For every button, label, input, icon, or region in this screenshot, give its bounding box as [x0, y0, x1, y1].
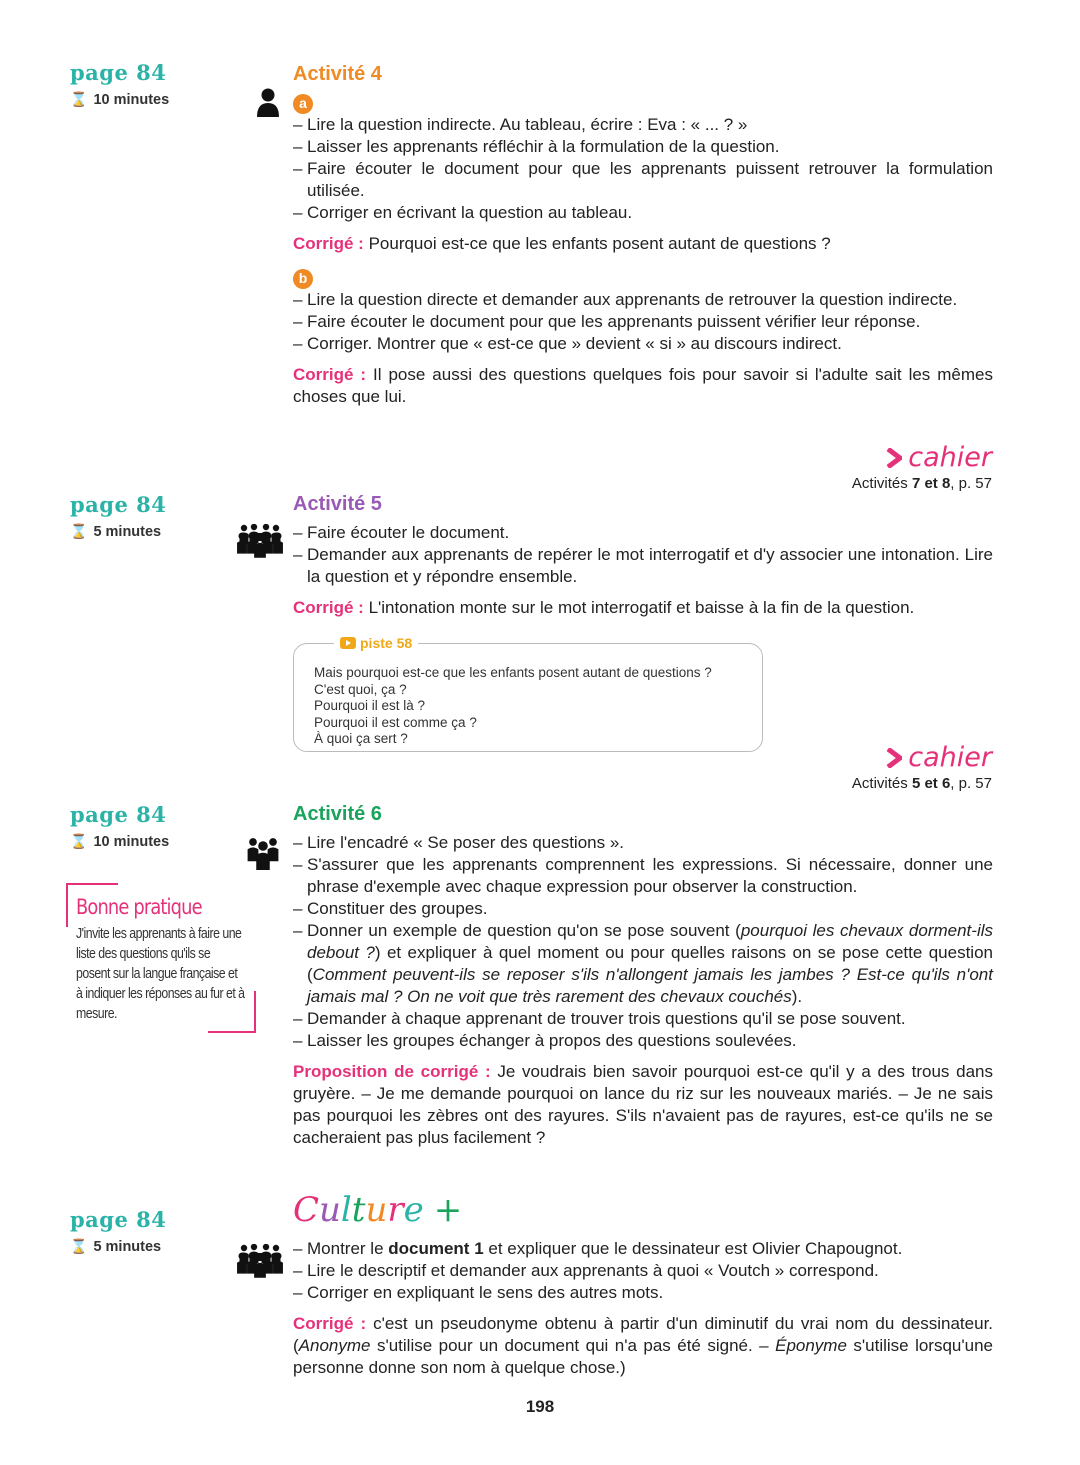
list-item: [293, 522, 993, 544]
text-run: Corriger. Montrer que « est-ce que » devient « si » au discours indirect.: [307, 334, 842, 353]
activity-title: [293, 1190, 993, 1230]
chevron-right-icon: [886, 448, 902, 468]
duration: 5 minutes: [93, 523, 162, 540]
cahier-ref: [852, 742, 992, 792]
list-item: [293, 1030, 993, 1052]
step-badge-b: b: [293, 269, 313, 289]
text-run: Donner un exemple de question qu'on se pose souvent (: [307, 921, 741, 940]
audio-track-button[interactable]: [334, 635, 418, 651]
activity-part: [293, 267, 993, 408]
corrige-label: Corrigé :: [293, 365, 367, 384]
list-item: [293, 920, 993, 1008]
title-letter: r: [387, 1190, 404, 1230]
text-run: Lire la question indirecte. Au tableau, écrire : Eva : « ... ? »: [307, 115, 748, 134]
best-practice-box: [66, 883, 256, 1033]
text-run: c'est un pseudonyme obtenu à partir d'un diminutif du vrai nom du dessinateur. (: [293, 1314, 994, 1355]
text-run: Constituer des groupes.: [307, 899, 488, 918]
ref-prefix: Activités: [851, 475, 912, 492]
title-letter: t: [351, 1190, 366, 1230]
hourglass-icon: ⌛: [70, 91, 88, 107]
corrige: [293, 1313, 993, 1379]
list-item: [293, 832, 993, 854]
hourglass-icon: ⌛: [70, 1238, 88, 1254]
duration: 10 minutes: [93, 91, 170, 108]
activity-5: [293, 492, 993, 619]
title-letter: e: [403, 1190, 424, 1230]
text-run: S'assurer que les apprenants comprennent les expressions. Si nécessaire, donner une phrase d'exemple avec chaque expression pour observer la construction.: [307, 855, 993, 896]
text-run: Corriger en expliquant le sens des autres mots.: [307, 1283, 664, 1302]
text-run: Lire le descriptif et demander aux apprenants à quoi « Voutch » correspond.: [307, 1261, 879, 1280]
instruction-list: [293, 289, 993, 355]
ref-prefix: Activités: [851, 775, 912, 792]
best-practice-title: Bonne pratique: [76, 895, 202, 919]
chevron-right-icon: [886, 748, 902, 768]
page-ref: page 84: [70, 802, 167, 827]
corrige-label: Corrigé :: [293, 234, 364, 253]
small-group-icon: [246, 836, 280, 876]
best-practice-text: J'invite les apprenants à faire une liste des questions qu'ils se posent sur la langue française et à indiquer les réponses au fur et à mesure.: [76, 926, 245, 1022]
list-item: [293, 1282, 993, 1304]
track-label: piste 58: [360, 635, 413, 651]
list-item: [293, 158, 993, 202]
section-meta: [70, 492, 260, 540]
corrige-label: Proposition de corrigé :: [293, 1062, 491, 1081]
group-icon: [236, 1244, 284, 1284]
transcript-line: C'est quoi, ça ?: [314, 681, 407, 697]
hourglass-icon: ⌛: [70, 833, 88, 849]
text-run: et expliquer que le dessinateur est Olivier Chapougnot.: [483, 1239, 903, 1258]
list-item: [293, 289, 993, 311]
text-run: s'utilise pour un document qui n'a pas été signé. –: [370, 1336, 776, 1355]
list-item: [293, 114, 993, 136]
transcript-line: Mais pourquoi est-ce que les enfants posent autant de questions ?: [314, 665, 712, 680]
transcript-line: À quoi ça sert ?: [314, 731, 408, 746]
cahier-label: cahier: [908, 442, 992, 473]
list-item: [293, 333, 993, 355]
cahier-activities: [852, 775, 992, 792]
cahier-label: cahier: [908, 742, 992, 773]
text-run: Montrer le: [307, 1239, 389, 1258]
list-item: [293, 898, 993, 920]
activity-6: [293, 802, 993, 1149]
text-run: Je voudrais bien savoir pourquoi est-ce qu'il y a des trous dans gruyère. – Je me demande pourquoi on lance du riz sur les nouveaux mariés. – Je ne sais pas pourquoi les zèbres ont des rayures. S'ils n'avaient pas de rayures, est-ce qu'ils ne se cacheraient pas plus facilement ?: [293, 1062, 993, 1147]
cahier-link[interactable]: [852, 742, 992, 773]
text-run: ).: [791, 987, 803, 1006]
text-run: Faire écouter le document.: [307, 523, 510, 542]
text-run: Faire écouter le document pour que les apprenants puissent retrouver la formulation utilisée.: [307, 159, 993, 200]
activity-title: Activité 5: [293, 493, 382, 515]
page-ref: page 84: [70, 1207, 167, 1232]
activity-part: [293, 1238, 993, 1379]
text-run: Comment peuvent-ils se reposer s'ils n'allongent jamais les jambes ? Est-ce qu'ils n'ont jamais mal ? On ne voit que très rarement des chevaux couchés: [307, 965, 993, 1006]
instruction-list: [293, 832, 993, 1052]
corrige: [293, 233, 993, 255]
transcript-line: Pourquoi il est comme ça ?: [314, 714, 477, 730]
corrige: [293, 364, 993, 408]
transcript-line: Pourquoi il est là ?: [314, 698, 426, 713]
title-letter: u: [365, 1190, 388, 1230]
list-item: [293, 1008, 993, 1030]
page-ref: page 84: [70, 60, 167, 85]
title-letter: +: [433, 1190, 463, 1230]
page-number: 198: [525, 1397, 555, 1416]
title-letter: u: [319, 1190, 341, 1230]
text-run: Lire l'encadré « Se poser des questions ».: [307, 833, 624, 852]
instruction-list: [293, 1238, 993, 1304]
ref-suffix: , p. 57: [950, 775, 992, 792]
text-run: Lire la question directe et demander aux apprenants de retrouver la question indirecte.: [307, 290, 958, 309]
list-item: [293, 311, 993, 333]
list-item: [293, 136, 993, 158]
step-badge-a: a: [293, 94, 313, 114]
duration: 10 minutes: [93, 833, 170, 850]
list-item: [293, 202, 993, 224]
list-item: [293, 854, 993, 898]
cahier-link[interactable]: [852, 442, 992, 473]
page-ref: page 84: [70, 492, 167, 517]
text-run: Pourquoi est-ce que les enfants posent autant de questions ?: [363, 234, 831, 253]
title-letter: l: [340, 1190, 352, 1230]
play-icon: [340, 637, 356, 649]
hourglass-icon: ⌛: [70, 523, 88, 539]
culture-plus: [293, 1190, 993, 1379]
text-run: Éponyme: [775, 1336, 847, 1355]
activity-title: Activité 4: [293, 63, 382, 85]
text-run: Corriger en écrivant la question au tableau.: [307, 203, 633, 222]
activity-part: [293, 832, 993, 1149]
instruction-list: [293, 522, 993, 588]
text-run: Anonyme: [298, 1336, 371, 1355]
ref-suffix: , p. 57: [950, 475, 992, 492]
corrige-label: Corrigé :: [293, 1314, 367, 1333]
cahier-activities: [852, 475, 992, 492]
text-run: Il pose aussi des questions quelques fois pour savoir si l'adulte sait les mêmes choses que lui.: [293, 365, 993, 406]
section-meta: [70, 1207, 260, 1255]
ref-nums: 7 et 8: [911, 475, 951, 492]
ref-nums: 5 et 6: [911, 775, 951, 792]
instruction-list: [293, 114, 993, 224]
duration: 5 minutes: [93, 1238, 162, 1255]
single-person-icon: [256, 88, 280, 118]
title-letter: C: [293, 1190, 320, 1230]
activity-part: [293, 522, 993, 619]
text-run: Demander à chaque apprenant de trouver trois questions qu'il se pose souvent.: [307, 1009, 906, 1028]
corrige: [293, 597, 993, 619]
list-item: [293, 544, 993, 588]
activity-part: [293, 92, 993, 255]
transcript-lines: [314, 665, 712, 748]
audio-transcript-box: [293, 635, 763, 752]
text-run: s'utilise lorsqu'une personne donne son nom à quelque chose.): [293, 1336, 993, 1377]
section-meta: [70, 802, 260, 850]
cahier-ref: [852, 442, 992, 492]
text-run: pourquoi les chevaux dorment-ils debout ?: [307, 921, 993, 962]
section-meta: [70, 60, 260, 108]
text-run: Faire écouter le document pour que les apprenants puissent vérifier leur réponse.: [307, 312, 921, 331]
text-run: document 1: [388, 1239, 484, 1258]
corrige-label: Corrigé :: [293, 598, 364, 617]
text-run: Demander aux apprenants de repérer le mot interrogatif et d'y associer une intonation. Lire la question et y répondre ensemble.: [307, 545, 993, 586]
list-item: [293, 1260, 993, 1282]
list-item: [293, 1238, 993, 1260]
activity-4: [293, 62, 993, 408]
corrige: [293, 1061, 993, 1149]
text-run: L'intonation monte sur le mot interrogatif et baisse à la fin de la question.: [363, 598, 915, 617]
text-run: Laisser les apprenants réfléchir à la formulation de la question.: [307, 137, 780, 156]
text-run: Laisser les groupes échanger à propos des questions soulevées.: [307, 1031, 797, 1050]
group-icon: [236, 524, 284, 564]
text-run: ) et expliquer à quel moment ou pour quelles raisons on se pose cette question (: [307, 943, 993, 984]
activity-title: Activité 6: [293, 803, 382, 825]
